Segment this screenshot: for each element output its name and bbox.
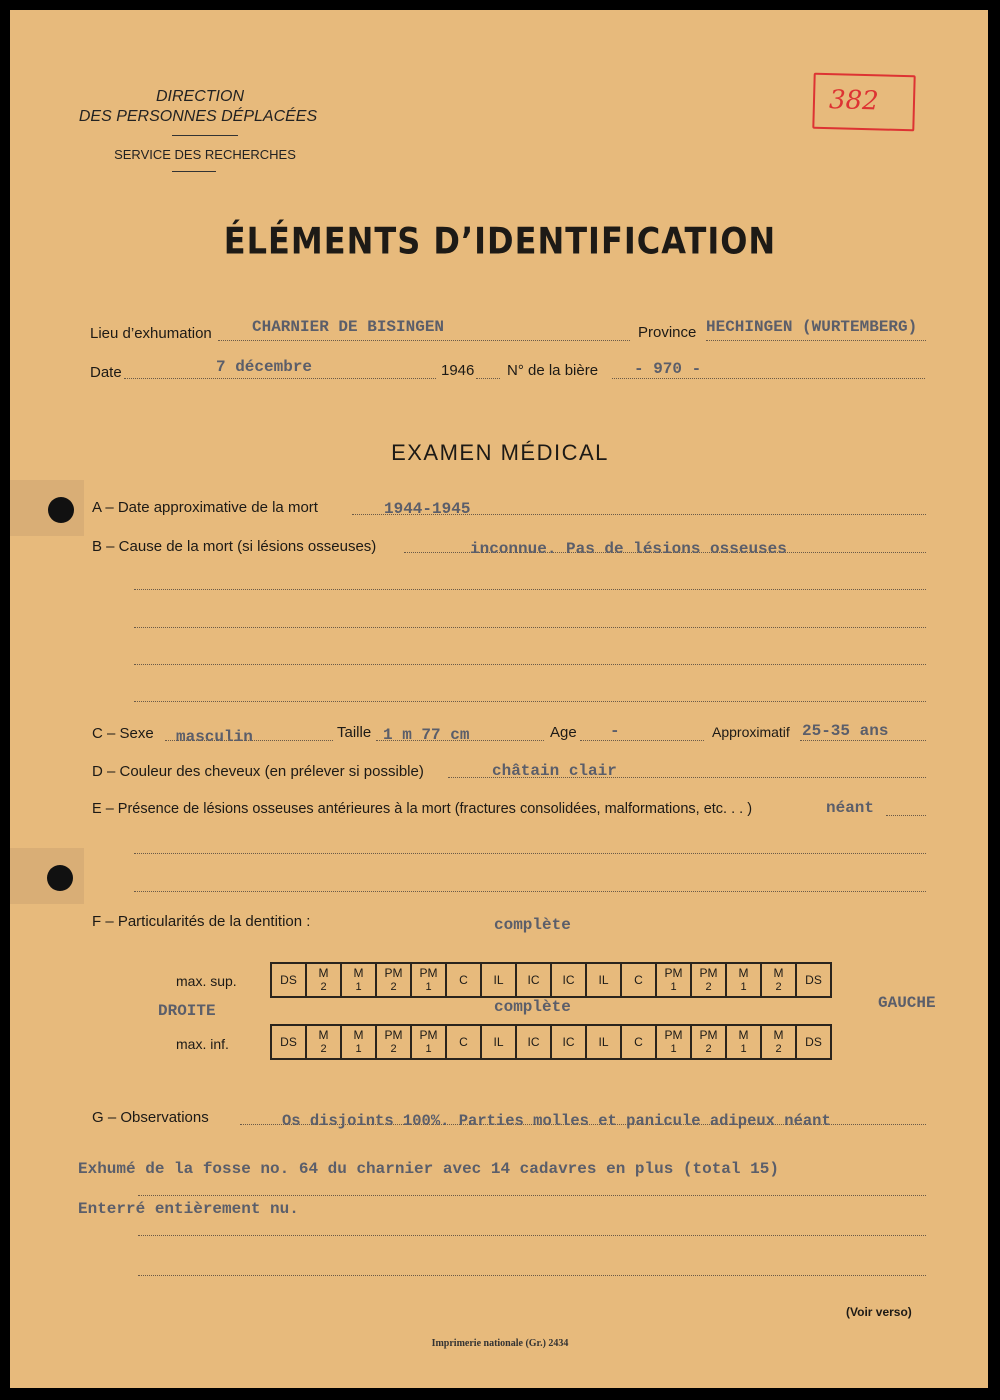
tooth-cell xyxy=(271,1025,306,1059)
tooth-cell xyxy=(691,963,726,997)
dotted-line xyxy=(886,815,926,816)
item-c-age-value: - xyxy=(610,722,620,740)
date-label: Date xyxy=(90,364,122,381)
item-a-value: 1944-1945 xyxy=(384,500,471,518)
tooth-cell xyxy=(376,963,411,997)
tooth-number: 2 xyxy=(320,981,327,993)
tooth-cell xyxy=(621,963,656,997)
tooth-code: PM xyxy=(384,966,403,980)
tooth-cell xyxy=(306,963,341,997)
tooth-code: IC xyxy=(562,1035,575,1049)
tooth-number: 2 xyxy=(775,981,782,993)
tooth-number: 1 xyxy=(670,981,677,993)
dotted-line xyxy=(800,740,926,741)
tooth-number: 1 xyxy=(670,1043,677,1055)
tooth-cell xyxy=(761,963,796,997)
item-c-approx-label: Approximatif xyxy=(712,724,790,740)
tooth-number: 2 xyxy=(775,1043,782,1055)
right-side-label: DROITE xyxy=(158,1002,216,1020)
dotted-line xyxy=(580,740,704,741)
province-value: HECHINGEN (WURTEMBERG) xyxy=(706,318,918,336)
upper-dentition-value: complète xyxy=(494,916,571,934)
tooth-cell xyxy=(796,1025,831,1059)
header-line-service: SERVICE DES RECHERCHES xyxy=(114,147,296,162)
lieu-value: CHARNIER DE BISINGEN xyxy=(252,318,445,336)
tooth-cell xyxy=(551,963,586,997)
item-g-label: G – Observations xyxy=(92,1109,209,1126)
tooth-number: 1 xyxy=(740,981,747,993)
tooth-code: DS xyxy=(805,1035,822,1049)
item-b-value: inconnue. Pas de lésions osseuses xyxy=(470,540,787,558)
tooth-cell xyxy=(796,963,831,997)
tooth-cell xyxy=(481,1025,516,1059)
punch-hole xyxy=(48,497,74,523)
tooth-cell xyxy=(621,1025,656,1059)
tooth-code: PM xyxy=(699,1028,718,1042)
header-line-direction: DIRECTION xyxy=(156,88,244,105)
tooth-code: IC xyxy=(527,973,540,987)
tooth-number: 2 xyxy=(705,981,712,993)
tooth-cell xyxy=(341,963,376,997)
province-label: Province xyxy=(638,324,697,341)
tooth-cell xyxy=(726,963,761,997)
tooth-cell xyxy=(761,1025,796,1059)
dotted-line xyxy=(138,1195,926,1196)
tooth-number: 2 xyxy=(705,1043,712,1055)
tooth-code: IL xyxy=(598,973,609,987)
max-inf-label: max. inf. xyxy=(176,1036,229,1052)
see-reverse-note: (Voir verso) xyxy=(846,1305,912,1319)
tooth-code: PM xyxy=(419,1028,438,1042)
dotted-line xyxy=(706,340,926,341)
tooth-cell xyxy=(656,1025,691,1059)
tooth-cell xyxy=(411,1025,446,1059)
tooth-cell xyxy=(551,1025,586,1059)
tooth-cell xyxy=(586,1025,621,1059)
item-e-value: néant xyxy=(826,799,875,817)
dotted-line xyxy=(134,627,926,628)
item-d-label: D – Couleur des cheveux (en prélever si possible) xyxy=(92,763,424,780)
tooth-code: PM xyxy=(664,1028,683,1042)
item-e-label: E – Présence de lésions osseuses antérieures à la mort (fractures consolidées, malformations, etc. . . ) xyxy=(92,801,753,817)
dotted-line xyxy=(138,1275,926,1276)
tooth-number: 1 xyxy=(740,1043,747,1055)
tooth-code: M xyxy=(318,966,329,980)
tooth-number: 1 xyxy=(425,1043,432,1055)
tooth-code: IL xyxy=(598,1035,609,1049)
tooth-code: M xyxy=(738,966,749,980)
lower-dentition-value: complète xyxy=(494,998,571,1016)
item-c-taille-value: 1 m 77 cm xyxy=(383,726,470,744)
dotted-line xyxy=(134,664,926,665)
printer-imprint: Imprimerie nationale (Gr.) 2434 xyxy=(431,1338,569,1349)
biere-value: - 970 - xyxy=(634,360,702,378)
tooth-code: IC xyxy=(527,1035,540,1049)
tooth-code: M xyxy=(773,966,784,980)
tooth-code: IC xyxy=(562,973,575,987)
tooth-code: PM xyxy=(699,966,718,980)
tooth-cell xyxy=(341,1025,376,1059)
tooth-cell xyxy=(446,963,481,997)
tooth-cell xyxy=(481,963,516,997)
tooth-cell xyxy=(726,1025,761,1059)
tooth-code: C xyxy=(634,973,643,987)
tooth-code: IL xyxy=(493,1035,504,1049)
tooth-cell xyxy=(516,963,551,997)
tooth-code: PM xyxy=(664,966,683,980)
dotted-line xyxy=(138,1235,926,1236)
observations-line-1: Os disjoints 100%. Parties molles et panicule adipeux néant xyxy=(282,1112,831,1130)
left-side-label: GAUCHE xyxy=(878,994,936,1012)
dotted-line xyxy=(134,701,926,702)
form-sheet xyxy=(10,10,988,1388)
max-sup-label: max. sup. xyxy=(176,973,237,989)
section-title: EXAMEN MÉDICAL xyxy=(391,440,609,465)
tooth-cell xyxy=(691,1025,726,1059)
tooth-code: C xyxy=(459,1035,468,1049)
dotted-line xyxy=(218,340,630,341)
tooth-code: C xyxy=(459,973,468,987)
item-c-taille-label: Taille xyxy=(337,724,372,741)
tooth-cell xyxy=(411,963,446,997)
header-line-personnes: DES PERSONNES DÉPLACÉES xyxy=(78,108,318,125)
tooth-code: M xyxy=(773,1028,784,1042)
header-divider xyxy=(172,171,216,172)
item-c-approx-value: 25-35 ans xyxy=(802,722,889,740)
item-c-age-label: Age xyxy=(550,724,577,741)
year-value: 1946 xyxy=(441,362,475,379)
tooth-cell xyxy=(656,963,691,997)
tooth-cell xyxy=(586,963,621,997)
dotted-line xyxy=(134,589,926,590)
tooth-code: DS xyxy=(280,973,297,987)
dotted-line xyxy=(476,378,500,379)
lieu-label: Lieu d’exhumation xyxy=(90,325,212,342)
tooth-number: 1 xyxy=(355,1043,362,1055)
header-divider xyxy=(172,135,238,136)
item-a-label: A – Date approximative de la mort xyxy=(92,499,318,516)
tooth-code: IL xyxy=(493,973,504,987)
tooth-code: PM xyxy=(419,966,438,980)
document-title: ÉLÉMENTS D’IDENTIFICATION xyxy=(223,219,777,263)
punch-hole xyxy=(47,865,73,891)
item-b-label: B – Cause de la mort (si lésions osseuses) xyxy=(92,538,377,555)
tooth-code: DS xyxy=(280,1035,297,1049)
tooth-code: M xyxy=(738,1028,749,1042)
tooth-code: M xyxy=(353,966,364,980)
file-number-stamp xyxy=(812,73,915,132)
tooth-cell xyxy=(306,1025,341,1059)
tooth-code: DS xyxy=(805,973,822,987)
dotted-line xyxy=(134,891,926,892)
item-c-sexe-value: masculin xyxy=(176,728,253,746)
date-value: 7 décembre xyxy=(216,358,313,376)
tooth-cell xyxy=(376,1025,411,1059)
item-c-sexe-label: C – Sexe xyxy=(92,725,154,742)
tooth-number: 1 xyxy=(355,981,362,993)
dotted-line xyxy=(134,853,926,854)
observations-line-3: Enterré entièrement nu. xyxy=(78,1200,299,1218)
tooth-cell xyxy=(446,1025,481,1059)
tooth-code: C xyxy=(634,1035,643,1049)
biere-label: N° de la bière xyxy=(507,362,599,379)
tooth-number: 2 xyxy=(320,1043,327,1055)
stamp-number: 382 xyxy=(828,85,880,117)
observations-line-2: Exhumé de la fosse no. 64 du charnier avec 14 cadavres en plus (total 15) xyxy=(78,1160,779,1178)
dotted-line xyxy=(612,378,925,379)
tooth-cell xyxy=(271,963,306,997)
tooth-number: 2 xyxy=(390,1043,397,1055)
tooth-code: M xyxy=(353,1028,364,1042)
tooth-cell xyxy=(516,1025,551,1059)
dotted-line xyxy=(124,378,436,379)
lower-teeth-chart xyxy=(270,1024,832,1060)
item-f-label: F – Particularités de la dentition : xyxy=(92,913,311,930)
tooth-code: M xyxy=(318,1028,329,1042)
item-d-value: châtain clair xyxy=(492,762,617,780)
tooth-code: PM xyxy=(384,1028,403,1042)
upper-teeth-chart xyxy=(270,962,832,998)
tooth-number: 1 xyxy=(425,981,432,993)
tooth-number: 2 xyxy=(390,981,397,993)
